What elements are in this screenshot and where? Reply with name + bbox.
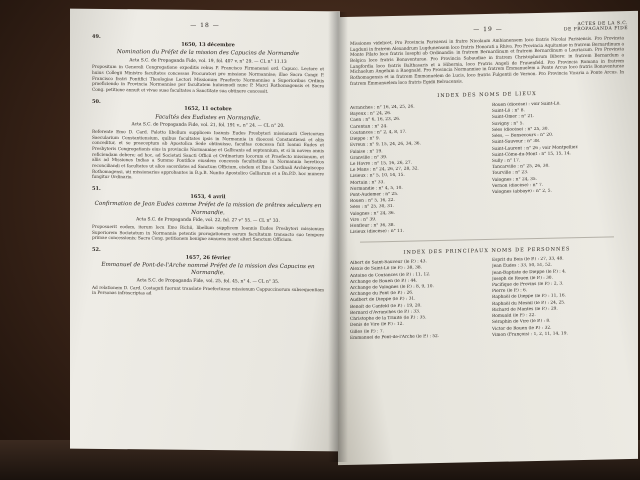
entry-source: Acta S.C. de Propaganda Fide, vol. 21, fol. 191 v., n° 24. — CL n° 20. bbox=[131, 122, 285, 130]
index-entry: Albert de Saint-Sauveur (le P.) : 43. bbox=[350, 259, 427, 267]
index-entry: Caen : n° 6, 16, 23, 26. bbox=[350, 117, 401, 124]
index-entry: Falaise : n° 19. bbox=[350, 148, 383, 155]
right-page-folio: — 19 — bbox=[473, 25, 503, 34]
index-entry: Archange de Rouen (le P.) : 44. bbox=[350, 278, 418, 285]
index-entry: Antoine de Coutances (le P.) : 11, 12. bbox=[350, 271, 431, 279]
index-entry: Benoît de Canfeld (le P.) : 19, 20. bbox=[350, 303, 422, 310]
document-entry bbox=[92, 186, 324, 244]
entry-source: Acta S.C. de Propaganda Fide, vol. 22, fol. 27 v° 55. — CL n° 33. bbox=[136, 217, 280, 224]
index-entry: Alexis de Saint-Lô (le P.) : 38, 38. bbox=[350, 265, 422, 273]
index-entry: Sées : n° 25, 30, 31. bbox=[350, 204, 394, 211]
entry-date: 1657, 26 février bbox=[185, 254, 231, 261]
left-page-content bbox=[70, 28, 340, 300]
index-entry: Victor de Rouen (le P.) : 32. bbox=[492, 325, 552, 332]
index-entry: Lisieux : n° 5, 10, 14, 15. bbox=[350, 173, 405, 180]
entry-number: 51. bbox=[92, 185, 101, 193]
index-entry: Évreux : n° 9, 15, 24, 26, 34, 36. bbox=[350, 141, 421, 149]
index-entry: Vire : n° 39. bbox=[350, 217, 377, 223]
index-entry: Sully : n° 17. bbox=[492, 158, 521, 164]
index-entry: Saint-Sauveur : n° 38. bbox=[492, 139, 541, 146]
document-entry bbox=[92, 247, 324, 300]
index-entry: Normandie : n° 4, 5, 10. bbox=[350, 185, 403, 192]
index-entry: Saint-Laurent : n° 26 ; voir Montpellier. bbox=[492, 144, 579, 152]
running-head-line: DE PROPAGANDA FIDE bbox=[563, 26, 628, 33]
index-entry: Jean Eudes : 33, 50, 51, 52. bbox=[492, 263, 552, 270]
document-entry bbox=[92, 34, 324, 96]
persons-index-column bbox=[492, 255, 624, 339]
index-entry: Granville : n° 39. bbox=[350, 154, 388, 161]
index-entry: Esprit du Bois (le P.) : 27, 33, 48. bbox=[492, 256, 564, 264]
left-page-folio: — 18 — bbox=[190, 21, 220, 30]
index-entry: Vimon (François) : 1, 2, 11, 14, 19. bbox=[492, 331, 568, 338]
index-entry: Rouen : n° 5, 16, 22. bbox=[350, 198, 395, 205]
entry-title: Confirmation de Jean Eudes comme Préfet de la mission de prêtres séculiers en Normandie. bbox=[94, 201, 322, 216]
persons-index bbox=[350, 255, 624, 342]
index-entry: Bayeux : n° 24, 26. bbox=[350, 111, 392, 118]
right-page bbox=[338, 11, 638, 465]
index-entry: Saint-Omer : n° 21. bbox=[492, 114, 535, 121]
entry-body: Referente Emo D. Card. Palotto libellum supplicem Ioannis Eudes Presbyteri missionarii Clericorum Saecularium Constantiensium, quibus facultates ipsis in Normannia in dioecesi Constantiensi et aliis conceditur, et se praeceptum ab Apostolica Sede obtinuisse, facultas concessa fuit Ioanni Eudes et Presbyteris Congregationis eius in provinciis Normanniae et Gallicanis ad septennium, et si in novem annis reficiendam debere; ad hoc, ad Societati Sancti Officii et Ordinarium locorum et Praefecto missionum, et aliis ad Missiones Indias a Summo Pontifice eiusdem concessis facultatibus in Normannia hereticos reconciliandi et facultates ut alios sacerdotes ad Sanctum Officium, eisdem et Emo Cardinali Archiepiscopo Rothomagensi, uti missionarios approbantes in B.p.B. Nuntio Apostolico Galliarum et a Bn.P.D. hoc munere fungitur Ordinario. bbox=[92, 129, 324, 181]
entry-title: Emmanuel de Pont-de-l'Arche nommé Préfet de la mission des Capucins en Normandie. bbox=[101, 262, 315, 277]
index-entry: Saint-Côme-du-Mont : n° 15, 15, 14. bbox=[492, 150, 571, 158]
index-entry: Raphaël du Mesnil (le P.) : 24, 25. bbox=[492, 300, 566, 307]
entry-date: 1650, 13 décembre bbox=[181, 41, 235, 48]
index-entry: Christophe de la Trinité (le P.) : 35. bbox=[350, 315, 427, 323]
index-entry: Gilles (le P.) : 7. bbox=[350, 328, 384, 335]
document-entry bbox=[92, 99, 324, 184]
entry-number: 52. bbox=[92, 246, 101, 253]
index-entry: Jean-Baptiste de Dieppe (le P.) : 4. bbox=[492, 268, 567, 276]
index-entry: Coutances : n° 2, 4, 8, 17. bbox=[350, 129, 407, 136]
index-entry: Le Havre : n° 15, 16, 26, 27. bbox=[350, 160, 412, 167]
index-entry: Bernard d'Avranches (le P.) : 33. bbox=[350, 309, 421, 316]
index-entry: Valognes (abbaye) : n° 2, 5. bbox=[492, 188, 552, 195]
index-entry: Savigny : n° 5. bbox=[492, 120, 524, 127]
persons-index-column bbox=[350, 258, 482, 342]
index-entry: Richard de Mantes (le P.) : 29. bbox=[492, 306, 558, 313]
index-entry: Sées (diocèse) : n° 25, 30. bbox=[492, 126, 549, 133]
running-head-line: ACTES DE LA S.C. bbox=[577, 21, 628, 28]
entry-number: 49. bbox=[92, 33, 101, 40]
index-entry: Pacifique de Provins (le P.) : 2, 3. bbox=[492, 281, 564, 288]
index-entry: Le Mans : n° 24, 26, 27, 28, 32. bbox=[350, 166, 419, 174]
entry-title: Facultés des Eudistes en Normandie. bbox=[155, 114, 261, 122]
index-entry: Joseph de Rouen (le P.) : 30. bbox=[492, 275, 553, 282]
index-entry: Archange du Pont (le P.) : 26. bbox=[350, 290, 414, 298]
index-entry: Valognes : n° 24, 36. bbox=[350, 210, 395, 217]
entry-number: 50. bbox=[92, 98, 101, 105]
index-entry: Rouen (diocèse) : voir Saint-Lô. bbox=[492, 101, 561, 108]
index-entry: Tancarville : n° 25, 26, 30. bbox=[492, 163, 550, 171]
entry-body: Propositum in Generali Congregatione expeditis rebus P. Francisco Firmanensi ord. Capucc. Lectore et huius Collegii Ministro facultates concessas Procuratori pro missione Normanniae; illae Sacra Congr. P. Francisco fratri Pontifici Theologiae Lectori Missionum Praefecto Normanniae a Superioribus Ordinis praeficiendo in Provincia Normanniae per facultatem huiusmodi nunc P. Marci Rothomagensis et Sacra Cong. petitione annuit et vivae suae facultates a Sanctitate sua obtinere concessit. bbox=[92, 65, 324, 95]
places-index bbox=[350, 100, 624, 236]
index-entry: Archange de Valognes (le P.) : 8, 9, 10. bbox=[350, 284, 434, 291]
places-index-column bbox=[492, 100, 624, 233]
divider bbox=[360, 236, 614, 242]
index-entry: Vernon (diocèse) : n° 7. bbox=[492, 182, 544, 189]
index-entry: Dieppe : n° 9. bbox=[350, 136, 380, 142]
index-entry: Sées, — Bonsecours : n° 20. bbox=[492, 132, 554, 139]
book-gutter bbox=[328, 12, 348, 462]
index-entry: Romuald (le P.) : 22. bbox=[492, 313, 536, 320]
index-entry: Audbert de Dieppe (le P.) : 31. bbox=[350, 296, 416, 304]
index-entry: Pierre (le P.) : 6. bbox=[492, 288, 528, 295]
index-entry: Mortain : n° 33. bbox=[350, 179, 385, 186]
entry-date: 1653, 4 avril bbox=[190, 193, 226, 200]
entry-title: Nomination du Préfet de la mission des Capucins de Normandie bbox=[116, 49, 300, 58]
index-entry: Valognes : n° 24, 35. bbox=[492, 176, 537, 183]
right-page-content bbox=[338, 30, 638, 342]
left-page bbox=[70, 9, 340, 452]
index-entry: Emmanuel de Pont-de-l'Arche (le P.) : 52. bbox=[350, 333, 440, 341]
index-entry: Avranches : n° 16, 24, 25, 26. bbox=[350, 104, 415, 111]
entry-date: 1652, 11 octobre bbox=[184, 106, 232, 113]
index-entry: Carentan : n° 24. bbox=[350, 123, 388, 130]
entry-source: Acta S.C. de Propaganda Fide, vol. 25, fol. 45, n° 4. — CL n° 35. bbox=[136, 278, 280, 285]
entry-body: Ad relationem D. Card. Costaguti fuerunt translate Praefecturae missionum Cappuccinorum subsequentiam in Personas infrascriptas ad bbox=[92, 285, 324, 297]
index-entry: Tourville : n° 23. bbox=[492, 170, 529, 177]
places-index-heading: INDEX DES NOMS DE LIEUX bbox=[437, 91, 537, 100]
running-head bbox=[564, 21, 628, 33]
entry-body: Proposuerit eodem, iterum locu Emo Richii, libellum supplicem Ioannis Eudes Presbyteri missionum Superiorem Societatum in Normannia petentis prorogationem earum facultatum transacto suo tempore primae concessionis; Sacra Cong. petitionem benigne annuens iussit alteri Sanctum Officium. bbox=[92, 224, 324, 244]
places-index-column bbox=[350, 103, 482, 236]
entry-source: Acta S.C. de Propaganda Fide, vol. 19, fol. 407 v, n° 29. — CL n° 11.13 bbox=[129, 57, 287, 65]
continued-entry-body: Missiones videlicet, Pro Provincia Parisiensi in fratre Nicolaum Ambianensem loco fratris Nicolai Parisiensis. Pro Provincia Lugduni in fratrem Alexandrum Lugdunensem loco fratris Honorati a Rhiva. Pro Provincia Aquitaniae in fratrem Bernardinum a Monte Pilato loco fratris Iosephi ab Ordinandis: in fratrem Bernardinum et fratrem Bernardinum a Lauriacum. Pro Provincia Belgica loco fratris Bonaventurae. Pro Provincia Sabaudiae in fratrem Christophorum Bibere: in fratrem Bernardum a Langfordia loco fratris Balthasaris et a Hibernia, loco Fratris Angeli de Frauenfeld. Pro Provincia Romana in fratrem Michaelum Angelum a Raegnald. Pro Provincia Normanniae in fratrem Emmanuelem a Ponte Arcus loco fratris Bonaventurae Rothomagensis et in fratrem Emmanuelem de Lucis, loco fratris Fulgentii de Vernon. Pro Provincia Vicaria a Ponte Arcus. In fratrem Emmanuelem loco fratris Egidii Belvacensis. bbox=[350, 36, 624, 87]
index-entry: Saint-Lô : n° 8. bbox=[492, 108, 525, 115]
persons-index-heading: INDEX DES PRINCIPAUX NOMS DE PERSONNES bbox=[403, 245, 571, 256]
index-entry: Pont-Audemer : n° 25. bbox=[350, 191, 399, 198]
index-entry: Raphaël de Dieppe (le P.) : 11, 16. bbox=[492, 293, 566, 301]
index-entry: Honfleur : n° 36, 38. bbox=[350, 223, 395, 230]
index-entry: Séraphin de Vire (le P.) : 8. bbox=[492, 319, 551, 326]
index-entry: Lisieux (diocèse) : n° 11. bbox=[350, 229, 404, 236]
index-entry: Denis de Vire (le P.) : 12. bbox=[350, 322, 404, 329]
